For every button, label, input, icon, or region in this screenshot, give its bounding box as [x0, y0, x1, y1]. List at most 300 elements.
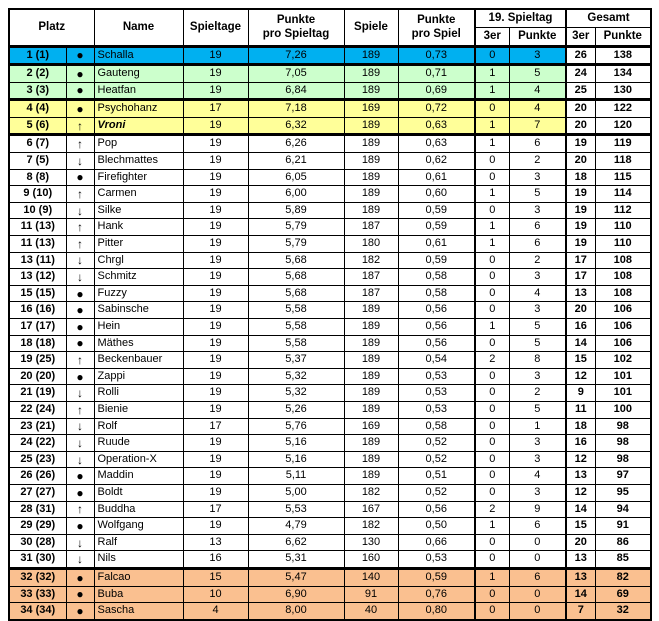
player-name: Buddha — [94, 501, 183, 518]
spiele-cell: 189 — [344, 335, 398, 352]
gesamt-punkte-cell: 118 — [595, 153, 651, 170]
s19-3er-cell: 2 — [475, 501, 509, 518]
punkte-pro-spieltag-cell: 6,05 — [248, 169, 344, 186]
s19-3er-cell: 1 — [475, 219, 509, 236]
punkte-pro-spieltag-cell: 5,00 — [248, 484, 344, 501]
spiele-cell: 140 — [344, 568, 398, 586]
s19-3er-cell: 1 — [475, 518, 509, 535]
rank-cell: 21 (19) — [9, 385, 66, 402]
rank-cell: 16 (16) — [9, 302, 66, 319]
spieltage-cell: 19 — [183, 518, 248, 535]
rank-cell: 25 (23) — [9, 451, 66, 468]
rank-cell: 29 (29) — [9, 518, 66, 535]
player-name: Maddin — [94, 468, 183, 485]
spiele-cell: 189 — [344, 202, 398, 219]
gesamt-punkte-cell: 106 — [595, 302, 651, 319]
player-name: Heatfan — [94, 82, 183, 100]
s19-punkte-cell: 3 — [509, 46, 566, 65]
table-row — [9, 117, 651, 135]
punkte-pro-spiel-cell: 0,59 — [398, 568, 475, 586]
header-name: Name — [94, 9, 183, 46]
rank-cell: 1 (1) — [9, 46, 66, 65]
gesamt-punkte-cell: 100 — [595, 401, 651, 418]
s19-punkte-cell: 0 — [509, 586, 566, 603]
down-arrow-icon: ↓ — [66, 269, 94, 286]
spieltage-cell: 19 — [183, 65, 248, 83]
dot-icon: ● — [66, 100, 94, 118]
gesamt-punkte-cell: 82 — [595, 568, 651, 586]
gesamt-punkte-cell: 115 — [595, 169, 651, 186]
rank-cell: 27 (27) — [9, 484, 66, 501]
table-row — [9, 153, 651, 170]
s19-3er-cell: 0 — [475, 468, 509, 485]
rank-cell: 30 (28) — [9, 534, 66, 551]
table-row — [9, 368, 651, 385]
player-name: Psychohanz — [94, 100, 183, 118]
s19-punkte-cell: 3 — [509, 269, 566, 286]
punkte-pro-spiel-cell: 0,58 — [398, 418, 475, 435]
spieltage-cell: 10 — [183, 586, 248, 603]
table-row — [9, 435, 651, 452]
player-name: Gauteng — [94, 65, 183, 83]
punkte-pro-spieltag-cell: 5,58 — [248, 319, 344, 336]
down-arrow-icon: ↓ — [66, 153, 94, 170]
gesamt-punkte-cell: 119 — [595, 135, 651, 153]
spiele-cell: 189 — [344, 401, 398, 418]
s19-3er-cell: 0 — [475, 169, 509, 186]
table-row — [9, 319, 651, 336]
rank-cell: 10 (9) — [9, 202, 66, 219]
table-body — [9, 46, 651, 620]
rank-cell: 34 (34) — [9, 603, 66, 620]
punkte-pro-spieltag-cell: 5,32 — [248, 368, 344, 385]
punkte-pro-spiel-cell: 0,73 — [398, 46, 475, 65]
player-name: Rolli — [94, 385, 183, 402]
punkte-pro-spieltag-cell: 6,00 — [248, 186, 344, 203]
punkte-pro-spiel-cell: 0,56 — [398, 335, 475, 352]
header-punkte-pro-spiel-line1: Punkte — [417, 13, 456, 26]
table-row — [9, 169, 651, 186]
spieltage-cell: 19 — [183, 319, 248, 336]
gesamt-3er-cell: 26 — [566, 46, 595, 65]
gesamt-3er-cell: 15 — [566, 352, 595, 369]
up-arrow-icon: ↑ — [66, 135, 94, 153]
spiele-cell: 169 — [344, 100, 398, 118]
punkte-pro-spiel-cell: 0,58 — [398, 269, 475, 286]
spiele-cell: 189 — [344, 169, 398, 186]
punkte-pro-spieltag-cell: 5,68 — [248, 269, 344, 286]
spieltage-cell: 17 — [183, 418, 248, 435]
rank-cell: 4 (4) — [9, 100, 66, 118]
s19-punkte-cell: 3 — [509, 169, 566, 186]
spiele-cell: 189 — [344, 186, 398, 203]
down-arrow-icon: ↓ — [66, 202, 94, 219]
gesamt-3er-cell: 14 — [566, 586, 595, 603]
spieltage-cell: 19 — [183, 285, 248, 302]
gesamt-punkte-cell: 91 — [595, 518, 651, 535]
s19-3er-cell: 0 — [475, 335, 509, 352]
spiele-cell: 40 — [344, 603, 398, 620]
down-arrow-icon: ↓ — [66, 418, 94, 435]
punkte-pro-spieltag-cell: 6,21 — [248, 153, 344, 170]
spieltage-cell: 19 — [183, 219, 248, 236]
player-name: Mäthes — [94, 335, 183, 352]
gesamt-punkte-cell: 106 — [595, 319, 651, 336]
gesamt-punkte-cell: 98 — [595, 435, 651, 452]
gesamt-3er-cell: 18 — [566, 418, 595, 435]
s19-punkte-cell: 3 — [509, 368, 566, 385]
header-punkte-pro-spieltag — [248, 9, 344, 46]
rank-cell: 7 (5) — [9, 153, 66, 170]
punkte-pro-spiel-cell: 0,62 — [398, 153, 475, 170]
gesamt-punkte-cell: 101 — [595, 368, 651, 385]
punkte-pro-spieltag-cell: 6,32 — [248, 117, 344, 135]
punkte-pro-spiel-cell: 0,61 — [398, 169, 475, 186]
gesamt-punkte-cell: 110 — [595, 236, 651, 253]
punkte-pro-spieltag-cell: 6,84 — [248, 82, 344, 100]
gesamt-3er-cell: 19 — [566, 236, 595, 253]
gesamt-3er-cell: 7 — [566, 603, 595, 620]
spiele-cell: 189 — [344, 385, 398, 402]
s19-3er-cell: 2 — [475, 352, 509, 369]
header-punkte-pro-spiel — [398, 9, 475, 46]
player-name: Beckenbauer — [94, 352, 183, 369]
table-row — [9, 135, 651, 153]
gesamt-3er-cell: 13 — [566, 285, 595, 302]
s19-punkte-cell: 3 — [509, 302, 566, 319]
down-arrow-icon: ↓ — [66, 534, 94, 551]
spiele-cell: 182 — [344, 252, 398, 269]
player-name: Nils — [94, 551, 183, 569]
punkte-pro-spieltag-cell: 6,90 — [248, 586, 344, 603]
punkte-pro-spiel-cell: 0,53 — [398, 385, 475, 402]
s19-3er-cell: 0 — [475, 202, 509, 219]
punkte-pro-spiel-cell: 0,72 — [398, 100, 475, 118]
gesamt-punkte-cell: 101 — [595, 385, 651, 402]
s19-3er-cell: 0 — [475, 551, 509, 569]
punkte-pro-spieltag-cell: 5,53 — [248, 501, 344, 518]
gesamt-3er-cell: 16 — [566, 319, 595, 336]
s19-3er-cell: 0 — [475, 401, 509, 418]
spieltage-cell: 13 — [183, 534, 248, 551]
punkte-pro-spieltag-cell: 4,79 — [248, 518, 344, 535]
gesamt-3er-cell: 14 — [566, 335, 595, 352]
dot-icon: ● — [66, 368, 94, 385]
punkte-pro-spiel-cell: 0,50 — [398, 518, 475, 535]
rank-cell: 31 (30) — [9, 551, 66, 569]
gesamt-3er-cell: 16 — [566, 435, 595, 452]
s19-3er-cell: 0 — [475, 435, 509, 452]
rank-cell: 28 (31) — [9, 501, 66, 518]
gesamt-punkte-cell: 134 — [595, 65, 651, 83]
standings-table — [8, 8, 652, 621]
down-arrow-icon: ↓ — [66, 435, 94, 452]
spiele-cell: 189 — [344, 468, 398, 485]
s19-punkte-cell: 3 — [509, 451, 566, 468]
punkte-pro-spiel-cell: 0,61 — [398, 236, 475, 253]
table-row — [9, 82, 651, 100]
rank-cell: 8 (8) — [9, 169, 66, 186]
player-name: Ruude — [94, 435, 183, 452]
spiele-cell: 189 — [344, 368, 398, 385]
punkte-pro-spiel-cell: 0,59 — [398, 202, 475, 219]
gesamt-3er-cell: 19 — [566, 186, 595, 203]
punkte-pro-spiel-cell: 0,60 — [398, 186, 475, 203]
table-row — [9, 468, 651, 485]
s19-3er-cell: 0 — [475, 368, 509, 385]
gesamt-3er-cell: 20 — [566, 117, 595, 135]
rank-cell: 5 (6) — [9, 117, 66, 135]
s19-punkte-cell: 0 — [509, 534, 566, 551]
table-row — [9, 285, 651, 302]
gesamt-3er-cell: 19 — [566, 202, 595, 219]
punkte-pro-spiel-cell: 0,59 — [398, 219, 475, 236]
up-arrow-icon: ↑ — [66, 186, 94, 203]
table-row — [9, 335, 651, 352]
dot-icon: ● — [66, 603, 94, 620]
player-name: Rolf — [94, 418, 183, 435]
s19-punkte-cell: 4 — [509, 82, 566, 100]
rank-cell: 2 (2) — [9, 65, 66, 83]
gesamt-3er-cell: 11 — [566, 401, 595, 418]
player-name: Buba — [94, 586, 183, 603]
punkte-pro-spieltag-cell: 5,68 — [248, 285, 344, 302]
gesamt-3er-cell: 14 — [566, 501, 595, 518]
spiele-cell: 189 — [344, 302, 398, 319]
rank-cell: 9 (10) — [9, 186, 66, 203]
s19-punkte-cell: 2 — [509, 153, 566, 170]
gesamt-punkte-cell: 112 — [595, 202, 651, 219]
s19-3er-cell: 0 — [475, 269, 509, 286]
up-arrow-icon: ↑ — [66, 117, 94, 135]
gesamt-punkte-cell: 114 — [595, 186, 651, 203]
dot-icon: ● — [66, 586, 94, 603]
s19-punkte-cell: 4 — [509, 100, 566, 118]
s19-punkte-cell: 3 — [509, 484, 566, 501]
spieltage-cell: 15 — [183, 568, 248, 586]
table-row — [9, 586, 651, 603]
s19-3er-cell: 0 — [475, 534, 509, 551]
punkte-pro-spieltag-cell: 5,58 — [248, 335, 344, 352]
punkte-pro-spieltag-cell: 5,31 — [248, 551, 344, 569]
s19-punkte-cell: 6 — [509, 568, 566, 586]
s19-3er-cell: 0 — [475, 46, 509, 65]
gesamt-punkte-cell: 32 — [595, 603, 651, 620]
gesamt-punkte-cell: 108 — [595, 252, 651, 269]
table-row — [9, 236, 651, 253]
player-name: Pitter — [94, 236, 183, 253]
gesamt-3er-cell: 13 — [566, 468, 595, 485]
gesamt-punkte-cell: 94 — [595, 501, 651, 518]
table-row — [9, 202, 651, 219]
gesamt-3er-cell: 25 — [566, 82, 595, 100]
rank-cell: 33 (33) — [9, 586, 66, 603]
header-gesamt-3er: 3er — [566, 28, 595, 47]
player-name: Boldt — [94, 484, 183, 501]
rank-cell: 6 (7) — [9, 135, 66, 153]
dot-icon: ● — [66, 335, 94, 352]
dot-icon: ● — [66, 484, 94, 501]
s19-punkte-cell: 3 — [509, 202, 566, 219]
s19-punkte-cell: 9 — [509, 501, 566, 518]
table-row — [9, 418, 651, 435]
spieltage-cell: 19 — [183, 302, 248, 319]
punkte-pro-spieltag-cell: 5,32 — [248, 385, 344, 402]
dot-icon: ● — [66, 82, 94, 100]
s19-3er-cell: 1 — [475, 568, 509, 586]
header-spieltage: Spieltage — [183, 9, 248, 46]
s19-punkte-cell: 5 — [509, 186, 566, 203]
rank-cell: 13 (11) — [9, 252, 66, 269]
gesamt-punkte-cell: 97 — [595, 468, 651, 485]
s19-3er-cell: 0 — [475, 385, 509, 402]
player-name: Ralf — [94, 534, 183, 551]
punkte-pro-spiel-cell: 0,59 — [398, 252, 475, 269]
s19-3er-cell: 1 — [475, 65, 509, 83]
spiele-cell: 169 — [344, 418, 398, 435]
table-row — [9, 186, 651, 203]
gesamt-punkte-cell: 130 — [595, 82, 651, 100]
spiele-cell: 189 — [344, 46, 398, 65]
punkte-pro-spieltag-cell: 5,47 — [248, 568, 344, 586]
player-name: Silke — [94, 202, 183, 219]
spieltage-cell: 19 — [183, 186, 248, 203]
punkte-pro-spieltag-cell: 5,58 — [248, 302, 344, 319]
spieltage-cell: 19 — [183, 352, 248, 369]
punkte-pro-spiel-cell: 0,52 — [398, 435, 475, 452]
spiele-cell: 91 — [344, 586, 398, 603]
gesamt-punkte-cell: 95 — [595, 484, 651, 501]
table-row — [9, 484, 651, 501]
player-name: Bienie — [94, 401, 183, 418]
gesamt-punkte-cell: 98 — [595, 418, 651, 435]
punkte-pro-spiel-cell: 0,63 — [398, 117, 475, 135]
player-name: Zappi — [94, 368, 183, 385]
s19-punkte-cell: 6 — [509, 236, 566, 253]
punkte-pro-spiel-cell: 0,56 — [398, 501, 475, 518]
punkte-pro-spiel-cell: 0,66 — [398, 534, 475, 551]
table-row — [9, 568, 651, 586]
spiele-cell: 187 — [344, 219, 398, 236]
table-row — [9, 551, 651, 569]
s19-punkte-cell: 5 — [509, 335, 566, 352]
spiele-cell: 182 — [344, 484, 398, 501]
gesamt-punkte-cell: 106 — [595, 335, 651, 352]
gesamt-3er-cell: 17 — [566, 269, 595, 286]
dot-icon: ● — [66, 46, 94, 65]
s19-3er-cell: 0 — [475, 302, 509, 319]
spiele-cell: 189 — [344, 82, 398, 100]
spieltage-cell: 19 — [183, 46, 248, 65]
punkte-pro-spieltag-cell: 7,05 — [248, 65, 344, 83]
player-name: Schalla — [94, 46, 183, 65]
s19-3er-cell: 1 — [475, 117, 509, 135]
gesamt-3er-cell: 20 — [566, 302, 595, 319]
player-name: Pop — [94, 135, 183, 153]
spieltage-cell: 19 — [183, 484, 248, 501]
rank-cell: 24 (22) — [9, 435, 66, 452]
gesamt-punkte-cell: 122 — [595, 100, 651, 118]
gesamt-punkte-cell: 69 — [595, 586, 651, 603]
s19-punkte-cell: 4 — [509, 468, 566, 485]
spiele-cell: 189 — [344, 153, 398, 170]
punkte-pro-spieltag-cell: 5,16 — [248, 435, 344, 452]
s19-3er-cell: 0 — [475, 586, 509, 603]
rank-cell: 23 (21) — [9, 418, 66, 435]
up-arrow-icon: ↑ — [66, 352, 94, 369]
table-row — [9, 65, 651, 83]
gesamt-3er-cell: 19 — [566, 135, 595, 153]
s19-3er-cell: 0 — [475, 484, 509, 501]
player-name: Firefighter — [94, 169, 183, 186]
punkte-pro-spieltag-cell: 5,68 — [248, 252, 344, 269]
s19-3er-cell: 0 — [475, 252, 509, 269]
spieltage-cell: 19 — [183, 269, 248, 286]
dot-icon: ● — [66, 568, 94, 586]
header-punkte-pro-spiel-line2: pro Spiel — [411, 28, 461, 41]
table-row — [9, 302, 651, 319]
player-name: Hank — [94, 219, 183, 236]
gesamt-punkte-cell: 85 — [595, 551, 651, 569]
s19-3er-cell: 1 — [475, 236, 509, 253]
s19-punkte-cell: 5 — [509, 319, 566, 336]
header-punkte-pro-spieltag-line2: pro Spieltag — [262, 28, 330, 41]
spiele-cell: 167 — [344, 501, 398, 518]
table-row — [9, 451, 651, 468]
table-row — [9, 100, 651, 118]
down-arrow-icon: ↓ — [66, 451, 94, 468]
gesamt-punkte-cell: 98 — [595, 451, 651, 468]
dot-icon: ● — [66, 65, 94, 83]
punkte-pro-spiel-cell: 0,76 — [398, 586, 475, 603]
s19-punkte-cell: 5 — [509, 401, 566, 418]
spieltage-cell: 19 — [183, 401, 248, 418]
s19-punkte-cell: 0 — [509, 603, 566, 620]
header-s19-punkte: Punkte — [509, 28, 566, 47]
spiele-cell: 189 — [344, 435, 398, 452]
up-arrow-icon: ↑ — [66, 401, 94, 418]
s19-punkte-cell: 6 — [509, 518, 566, 535]
punkte-pro-spiel-cell: 0,58 — [398, 285, 475, 302]
rank-cell: 11 (13) — [9, 236, 66, 253]
s19-punkte-cell: 3 — [509, 435, 566, 452]
spieltage-cell: 19 — [183, 368, 248, 385]
spiele-cell: 182 — [344, 518, 398, 535]
gesamt-3er-cell: 12 — [566, 484, 595, 501]
spieltage-cell: 19 — [183, 236, 248, 253]
s19-punkte-cell: 7 — [509, 117, 566, 135]
punkte-pro-spieltag-cell: 5,89 — [248, 202, 344, 219]
player-name: Vroni — [94, 117, 183, 135]
table-header — [9, 9, 651, 46]
table-row — [9, 352, 651, 369]
gesamt-punkte-cell: 108 — [595, 269, 651, 286]
player-name: Sabinsche — [94, 302, 183, 319]
gesamt-punkte-cell: 86 — [595, 534, 651, 551]
spieltage-cell: 19 — [183, 468, 248, 485]
punkte-pro-spiel-cell: 0,54 — [398, 352, 475, 369]
punkte-pro-spiel-cell: 0,56 — [398, 319, 475, 336]
s19-punkte-cell: 2 — [509, 385, 566, 402]
s19-3er-cell: 1 — [475, 82, 509, 100]
punkte-pro-spieltag-cell: 7,26 — [248, 46, 344, 65]
gesamt-3er-cell: 20 — [566, 153, 595, 170]
spiele-cell: 189 — [344, 117, 398, 135]
punkte-pro-spiel-cell: 0,52 — [398, 484, 475, 501]
punkte-pro-spieltag-cell: 5,79 — [248, 236, 344, 253]
punkte-pro-spieltag-cell: 5,79 — [248, 219, 344, 236]
dot-icon: ● — [66, 518, 94, 535]
